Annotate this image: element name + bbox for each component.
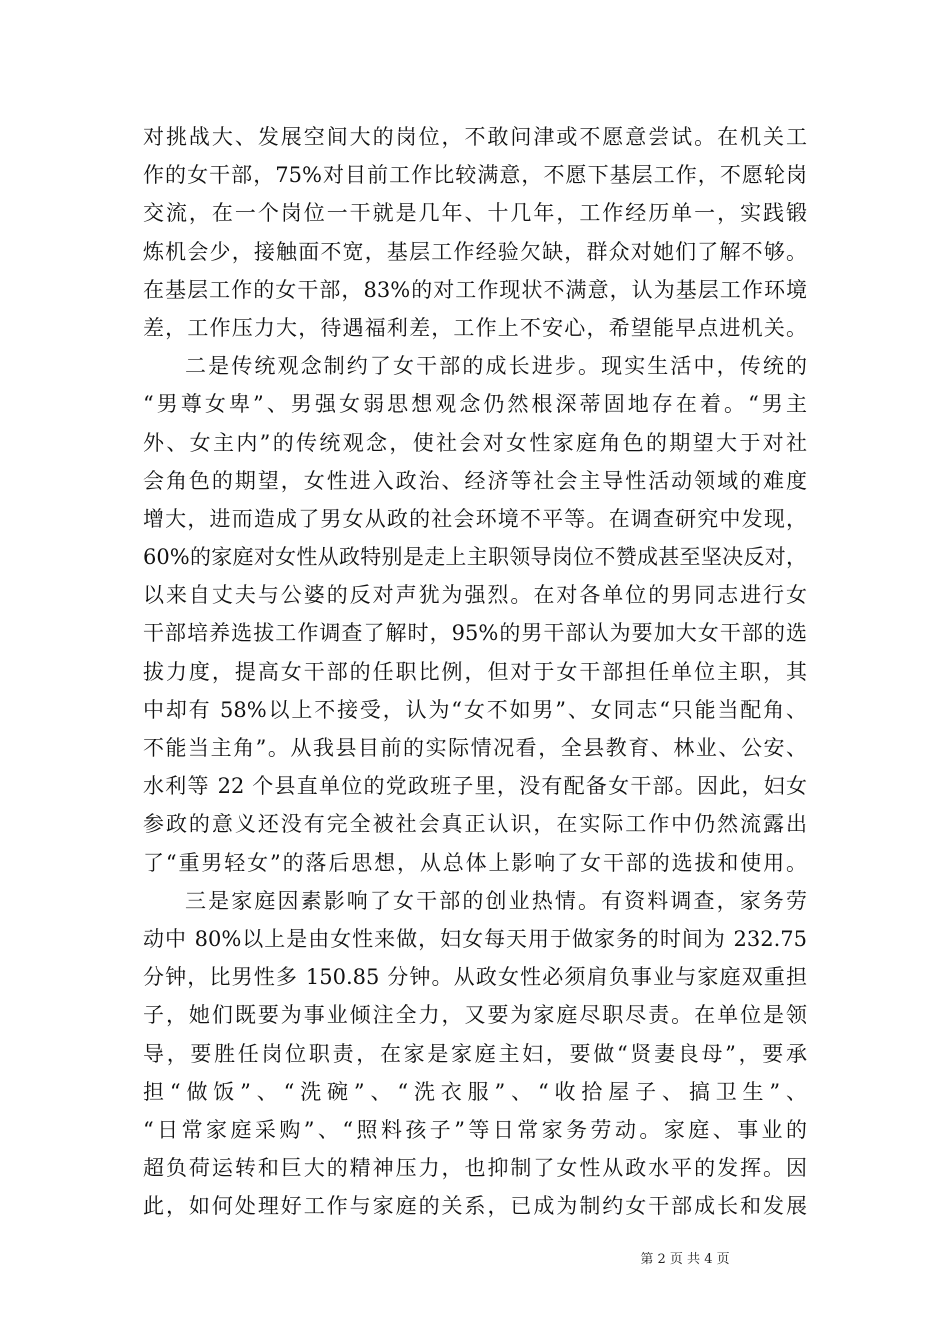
text-line: 担“做饭”、“洗碗”、“洗衣服”、“收拾屋子、搞卫生”、 [143,1079,807,1104]
text-line: 外、女主内”的传统观念，使社会对女性家庭角色的期望大于对社 [143,430,807,455]
text-line: 炼机会少，接触面不宽，基层工作经验欠缺，群众对她们了解不够。 [143,239,807,264]
text-line: 了“重男轻女”的落后思想，从总体上影响了女干部的选拔和使用。 [143,850,807,875]
page-number-label: 第 2 页 共 4 页 [640,1252,730,1267]
text-line: 导，要胜任岗位职责，在家是家庭主妇，要做“贤妻良母”，要承 [143,1041,807,1066]
text-line: 作的女干部，75%对目前工作比较满意，不愿下基层工作，不愿轮岗 [143,163,807,188]
text-line: 60%的家庭对女性从政特别是走上主职领导岗位不赞成甚至坚决反对， [143,545,807,570]
text-line: 对挑战大、发展空间大的岗位，不敢问津或不愿意尝试。在机关工 [143,125,807,149]
text-line: 会角色的期望，女性进入政治、经济等社会主导性活动领域的难度 [143,468,807,493]
text-line: 干部培养选拔工作调查了解时，95%的男干部认为要加大女干部的选 [143,621,807,646]
text-line: “日常家庭采购”、“照料孩子”等日常家务劳动。家庭、事业的 [143,1117,807,1142]
text-line: 二是传统观念制约了女干部的成长进步。现实生活中，传统的 [185,354,807,379]
paragraph [143,118,807,347]
text-line: 水利等 22 个县直单位的党政班子里，没有配备女干部。因此，妇女 [143,774,807,799]
paragraph [143,347,807,882]
text-line: 超负荷运转和巨大的精神压力，也抑制了女性从政水平的发挥。因 [143,1156,807,1181]
text-line: 参政的意义还没有完全被社会真正认识，在实际工作中仍然流露出 [143,812,807,837]
text-line: 动中 80%以上是由女性来做，妇女每天用于做家务的时间为 232.75 [143,926,807,951]
text-line: 拔力度，提高女干部的任职比例，但对于女干部担任单位主职，其 [143,659,807,684]
paragraph [143,882,807,1226]
text-line: 以来自丈夫与公婆的反对声犹为强烈。在对各单位的男同志进行女 [143,583,807,608]
text-line: 增大，进而造成了男女从政的社会环境不平等。在调查研究中发现， [143,506,807,531]
text-line: 差，工作压力大，待遇福利差，工作上不安心，希望能早点进机关。 [143,315,807,340]
text-line: 此，如何处理好工作与家庭的关系，已成为制约女干部成长和发展 [143,1194,807,1219]
text-line: “男尊女卑”、男强女弱思想观念仍然根深蒂固地存在着。“男主 [143,392,807,417]
page-footer [0,1248,950,1267]
text-line: 分钟，比男性多 150.85 分钟。从政女性必须肩负事业与家庭双重担 [143,965,807,990]
text-line: 在基层工作的女干部，83%的对工作现状不满意，认为基层工作环境 [143,277,807,302]
body-text [143,118,807,1225]
text-line: 子，她们既要为事业倾注全力，又要为家庭尽职尽责。在单位是领 [143,1003,807,1028]
text-line: 不能当主角”。从我县目前的实际情况看，全县教育、林业、公安、 [143,736,807,760]
text-line: 中却有 58%以上不接受，认为“女不如男”、女同志“只能当配角、 [143,697,807,722]
text-line: 交流，在一个岗位一干就是几年、十几年，工作经历单一，实践锻 [143,201,807,226]
text-line: 三是家庭因素影响了女干部的创业热情。有资料调查，家务劳 [185,888,807,913]
